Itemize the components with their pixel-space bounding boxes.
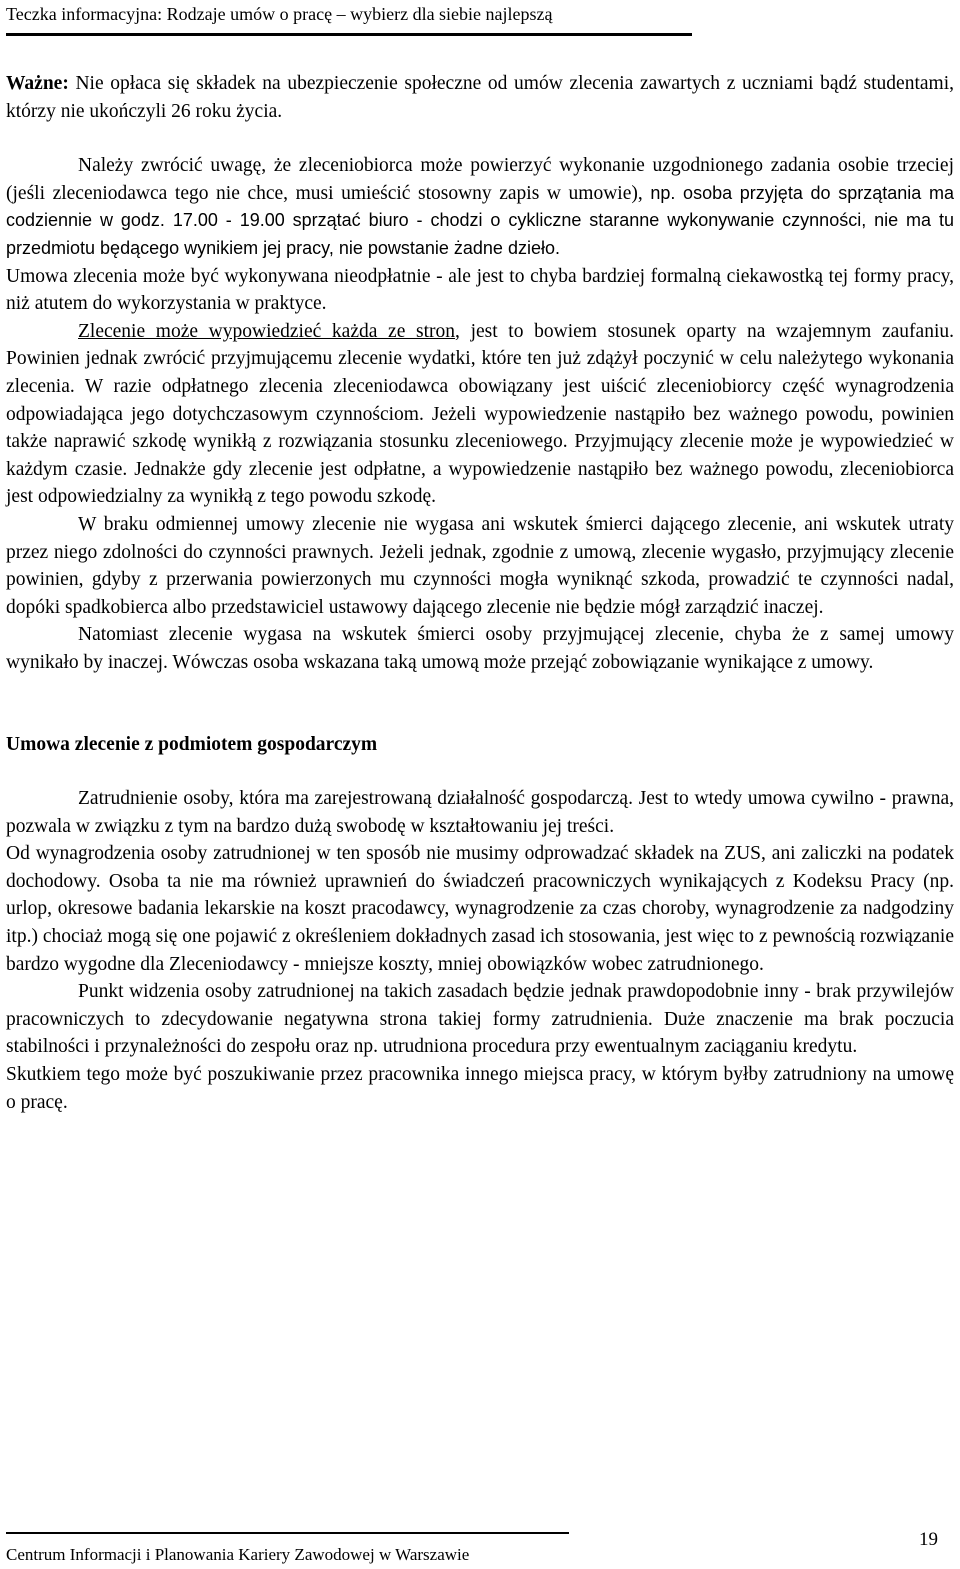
termination-underlined: Zlecenie może wypowiedzieć każda ze stron [78, 320, 456, 342]
document-body [6, 70, 954, 1116]
paragraph-termination [6, 318, 954, 511]
paragraph-third-party [6, 152, 954, 262]
important-text: Nie opłaca się składek na ubezpieczenie społeczne od umów zlecenia zawartych z uczniami bądź studentami, którzy nie ukończyli 26 roku życia. [6, 73, 954, 122]
paragraph-business-consequence: Skutkiem tego może być poszukiwanie przez pracownika innego miejsca pracy, w którym byłby zatrudniony na umowę o pracę. [6, 1064, 954, 1113]
page-number: 19 [919, 1529, 938, 1550]
paragraph-business-zus: Od wynagrodzenia osoby zatrudnionej w ten sposób nie musimy odprowadzać składek na ZUS, ani zaliczki na podatek dochodowy. Osoba ta nie ma również uprawnień do świadczeń pracowniczych wynikających z Kodeksu Pracy (np. urlop, okresowe badania lekarskie na koszt pracodawcy, wynagrodzenie za czas choroby, wynagrodzenie za nadgodziny itp.) chociaż mogą się one pojawić z określeniem dokładnych zasad ich stosowania, jest więc to z pewnością rozwiązanie bardzo wygodne dla Zleceniodawcy - mniejsze koszty, mniej obowiązków wobec zatrudnionego. [6, 843, 954, 975]
paragraph-business-intro: Zatrudnienie osoby, która ma zarejestrowaną działalność gospodarczą. Jest to wtedy umowa cywilno - prawna, pozwala w związku z tym na bardzo dużą swobodę w kształtowaniu jej treści. [6, 788, 954, 837]
header-divider [6, 33, 692, 36]
paragraph-unpaid: Umowa zlecenia może być wykonywana nieodpłatnie - ale jest to chyba bardziej formalną ciekawostką tej formy pracy, niż atutem do wykorzystania w praktyce. [6, 265, 954, 315]
section-heading: Umowa zlecenie z podmiotem gospodarczym [6, 734, 378, 756]
paragraph-business-viewpoint: Punkt widzenia osoby zatrudnionej na takich zasadach będzie jednak prawdopodobnie inny - brak przywilejów pracowniczych to zdecydowanie negatywna strona takiej formy zatrudnienia. Duże znaczenie ma brak poczucia stabilności i przynależności do zespołu oraz np. utrudniona procedura przy ewentualnym zaciąganiu kredytu. [6, 981, 954, 1058]
footer-text: Centrum Informacji i Planowania Kariery Zawodowej w Warszawie [6, 1545, 470, 1564]
paragraph-important [6, 70, 954, 125]
important-label: Ważne: [6, 73, 69, 94]
termination-text: , jest to bowiem stosunek oparty na wzajemnym zaufaniu. Powinien jednak zwrócić przyjmującemu zlecenie wydatki, które ten już zdążył poczynić w celu należytego wykonania zlecenia. W razie odpłatnego zlecenia zleceniodawca obowiązany jest uiścić zleceniobiorcy część wynagrodzenia odpowiadająca jego dotychczasowym czynnościom. Jeżeli wypowiedzenie nastąpiło bez ważnego powodu, powinien także naprawić szkodę wynikłą z rozwiązania stosunku zleceniowego. Przyjmujący zlecenie może je wypowiedzieć w każdym czasie. Jednakże gdy zlecenie jest odpłatne, a wypowiedzenie nastąpiło bez ważnego powodu, zleceniobiorca jest odpowiedzialny za wynikłą z tego powodu szkodę. [6, 320, 954, 508]
cleaning-example: np. osoba przyjęta do sprzątania ma codziennie w godz. 17.00 - 19.00 sprzątać biuro - chodzi o cykliczne staranne wykonywanie czynności, nie ma tu przedmiotu będącego wynikiem jej pracy, nie powstanie żadne dzieło. [6, 182, 955, 258]
paragraph-death-contractor: Natomiast zlecenie wygasa na wskutek śmierci osoby przyjmującej zlecenie, chyba że z samej umowy wynikało by inaczej. Wówczas osoba wskazana taką umową może przejąć zobowiązanie wynikające z umowy. [6, 624, 954, 673]
third-party-text: Należy zwrócić uwagę, że zleceniobiorca może powierzyć wykonanie uzgodnionego zadania osobie trzeciej (jeśli zleceniodawca tego nie chce, musi umieścić stosowny zapis w umowie), [6, 155, 954, 204]
page-header-title: Teczka informacyjna: Rodzaje umów o pracę – wybierz dla siebie najlepszą [6, 4, 553, 24]
section-spacer [6, 676, 954, 731]
heading-spacer [6, 759, 954, 785]
footer-divider [6, 1532, 569, 1534]
paragraph-death-principal: W braku odmiennej umowy zlecenie nie wygasa ani wskutek śmierci dającego zlecenie, ani wskutek utraty przez niego zdolności do czynności prawnych. Jeżeli jednak, zgodnie z umową, zlecenie wygasło, przyjmujący zlecenie powinien, gdyby z przerwania powierzonych mu czynności mogła wyniknąć szkoda, prowadzić te czynności nadal, dopóki spadkobierca albo przedstawiciel ustawowy dającego zlecenie nie będzie mógł zarządzić inaczej. [6, 513, 954, 618]
